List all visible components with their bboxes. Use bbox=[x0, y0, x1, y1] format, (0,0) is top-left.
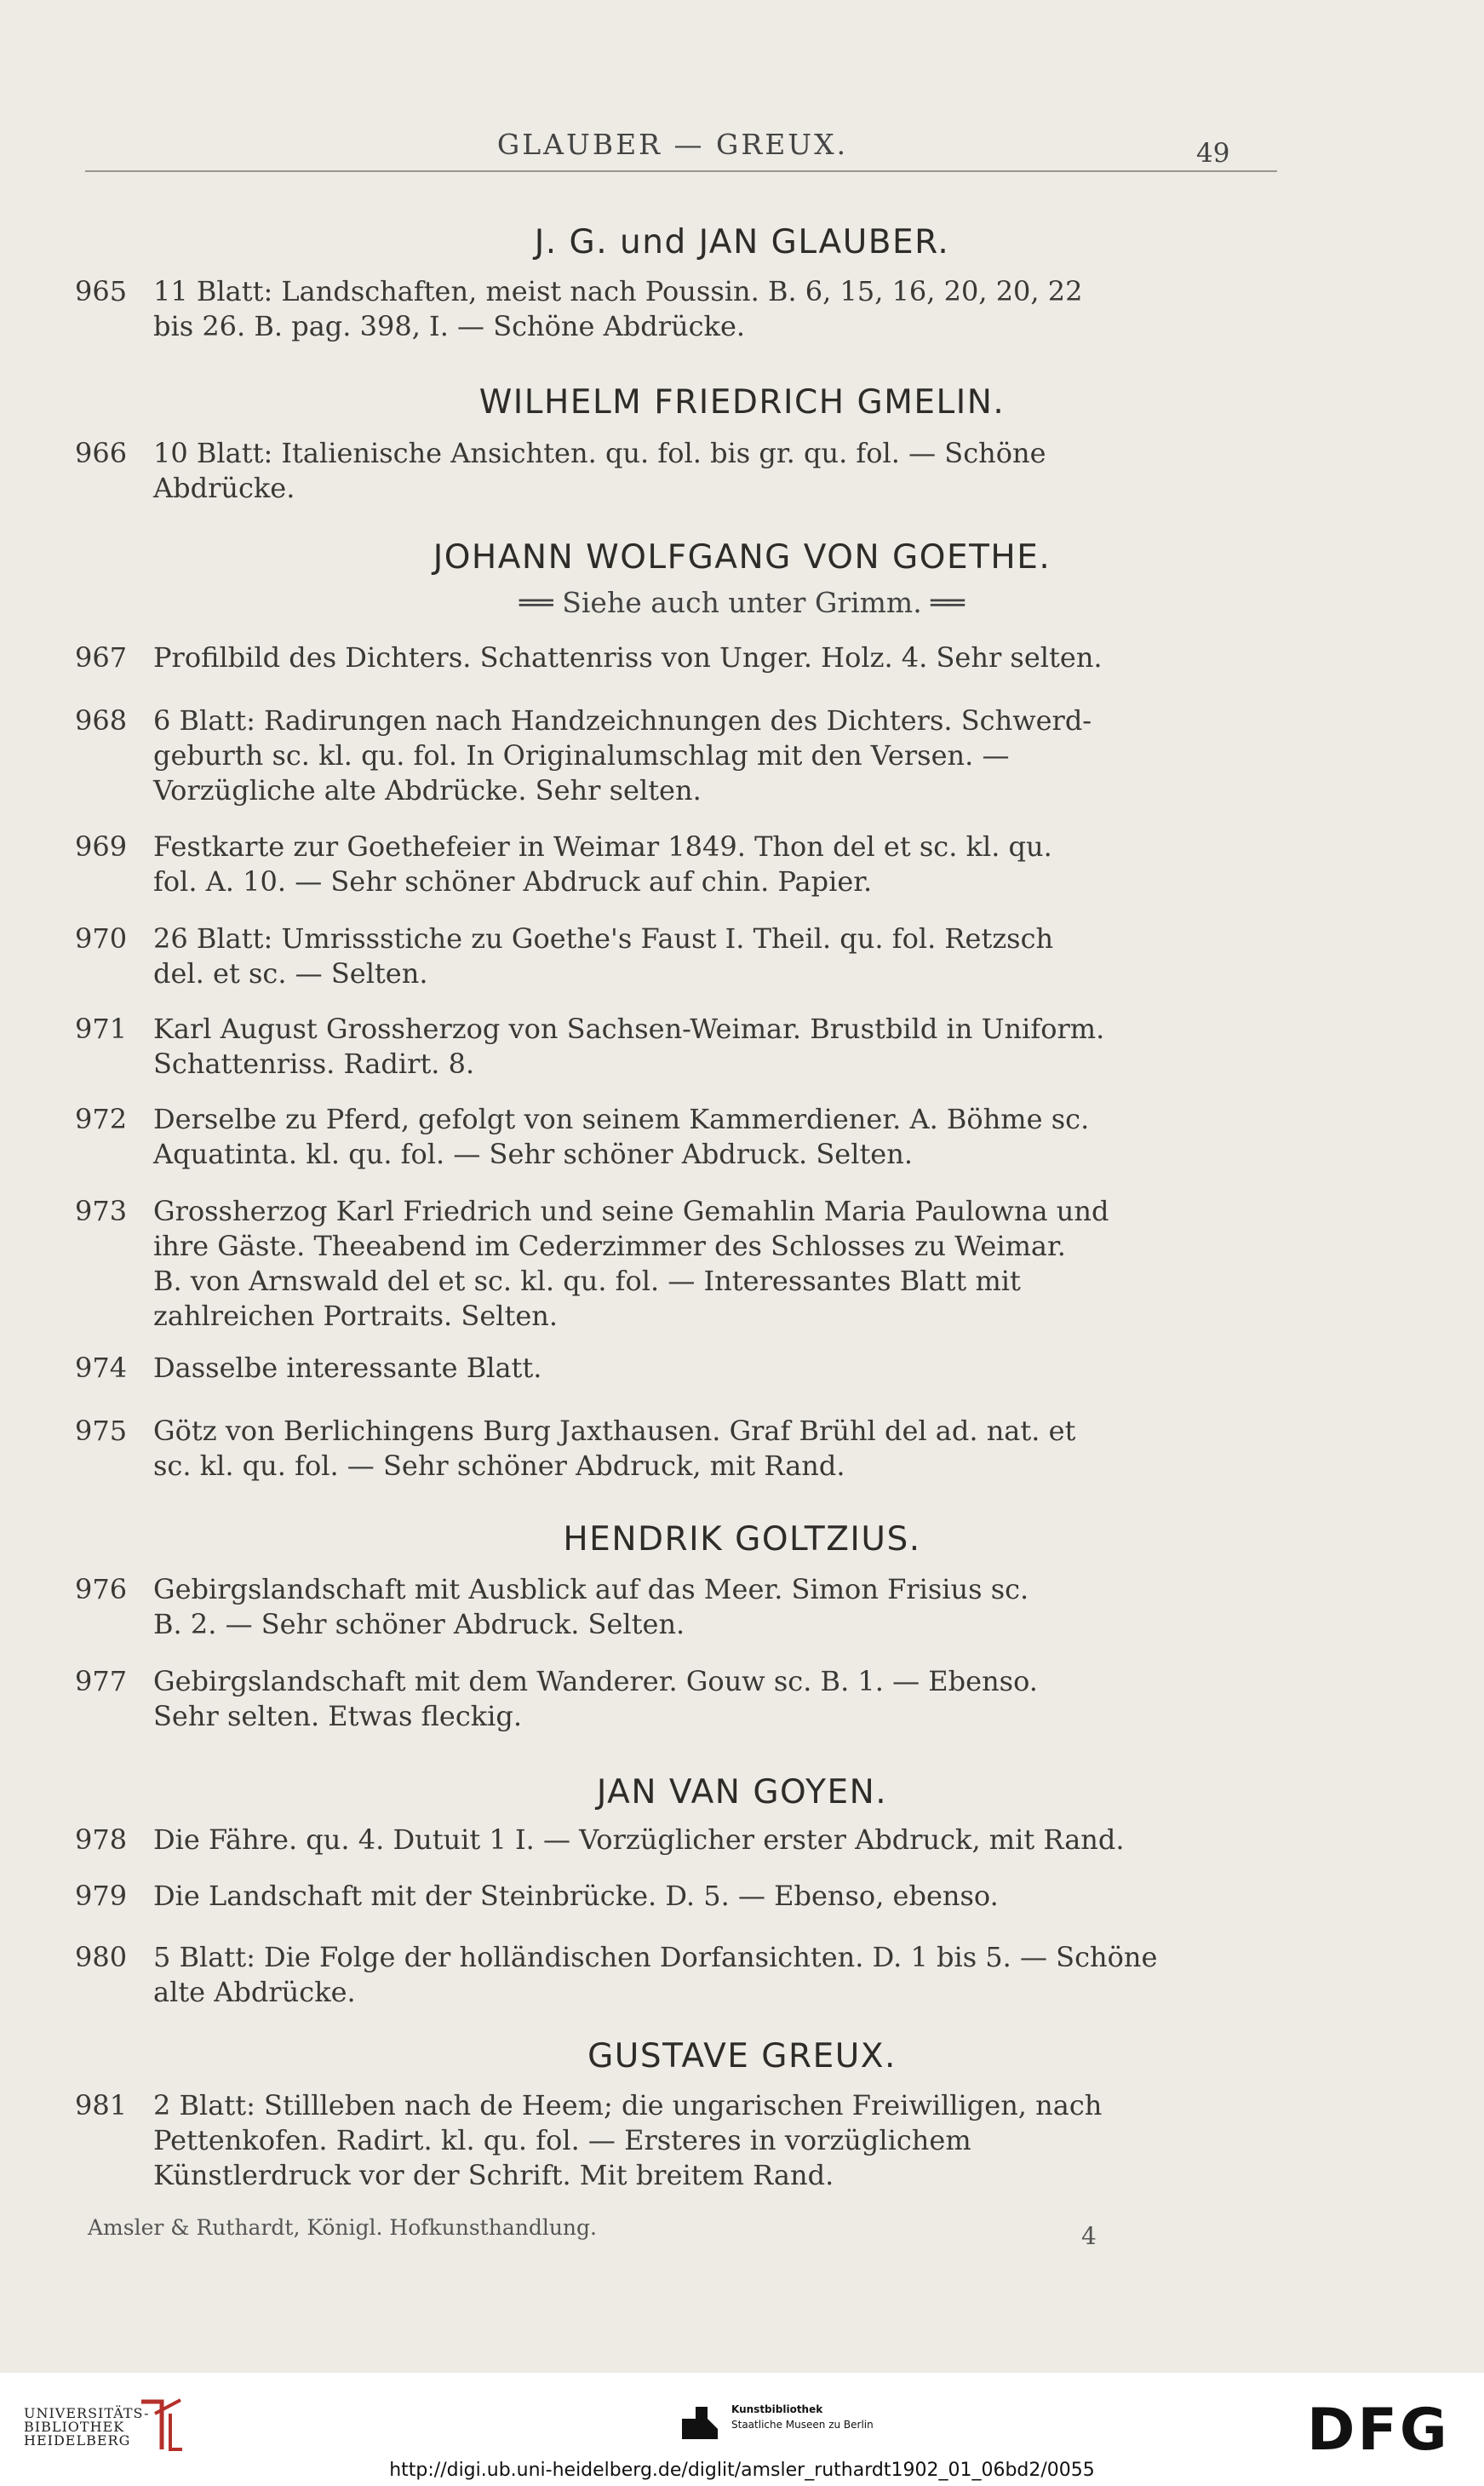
entry-number: 971 bbox=[75, 1013, 128, 1045]
entry-number: 966 bbox=[75, 437, 128, 469]
entry-number: 973 bbox=[75, 1195, 128, 1227]
entry-line: 10 Blatt: Italienische Ansichten. qu. fol. bis gr. qu. fol. — Schöne bbox=[153, 437, 1046, 469]
entry-line: 6 Blatt: Radirungen nach Handzeichnungen des Dichters. Schwerd- bbox=[153, 704, 1092, 737]
header-rule bbox=[85, 170, 1277, 172]
entry-line: Die Landschaft mit der Steinbrücke. D. 5. — Ebenso, ebenso. bbox=[153, 1880, 999, 1912]
ub-logo-line: BIBLIOTHEK bbox=[24, 2419, 125, 2435]
ub-heidelberg-logo[interactable] bbox=[24, 2407, 149, 2448]
cross-reference-note: ══ Siehe auch unter Grimm. ══ bbox=[519, 586, 965, 619]
entry-line: 5 Blatt: Die Folge der holländischen Dorfansichten. D. 1 bis 5. — Schöne bbox=[153, 1941, 1158, 1973]
section-heading: J. G. und JAN GLAUBER. bbox=[534, 223, 950, 261]
entry-number: 980 bbox=[75, 1941, 128, 1973]
catalog-entry bbox=[75, 274, 1233, 344]
catalog-entry bbox=[75, 1664, 1233, 1734]
catalog-entry bbox=[75, 640, 1233, 675]
kunstbibliothek-title: Kunstbibliothek bbox=[731, 2403, 823, 2415]
entry-number: 974 bbox=[75, 1352, 128, 1384]
entry-line: alte Abdrücke. bbox=[153, 1976, 356, 2008]
section-heading: JOHANN WOLFGANG VON GOETHE. bbox=[433, 538, 1051, 577]
section-heading: WILHELM FRIEDRICH GMELIN. bbox=[478, 383, 1006, 422]
entry-line: Künstlerdruck vor der Schrift. Mit breitem Rand. bbox=[153, 2159, 834, 2191]
entry-number: 970 bbox=[75, 922, 128, 955]
catalog-entry bbox=[75, 1572, 1233, 1642]
entry-line: 2 Blatt: Stillleben nach de Heem; die ungarischen Freiwilligen, nach bbox=[153, 2089, 1103, 2121]
entry-number: 978 bbox=[75, 1823, 128, 1856]
entry-line: B. von Arnswald del et sc. kl. qu. fol. — Interessantes Blatt mit bbox=[153, 1265, 1021, 1297]
entry-number: 976 bbox=[75, 1573, 128, 1605]
catalog-entry bbox=[75, 1351, 1233, 1386]
permalink-url[interactable]: http://digi.ub.uni-heidelberg.de/diglit/amsler_ruthardt1902_01_06bd2/0055 bbox=[389, 2460, 1095, 2481]
ub-logo-line: HEIDELBERG bbox=[24, 2432, 131, 2449]
entry-line: Abdrücke. bbox=[153, 472, 295, 504]
entry-number: 979 bbox=[75, 1880, 128, 1912]
kunstbibliothek-subtitle: Staatliche Museen zu Berlin bbox=[731, 2419, 874, 2431]
entry-line: 11 Blatt: Landschaften, meist nach Poussin. B. 6, 15, 16, 20, 20, 22 bbox=[153, 275, 1083, 307]
ub-emblem-icon bbox=[136, 2393, 187, 2453]
entry-number: 968 bbox=[75, 704, 128, 737]
catalog-entry bbox=[75, 1940, 1233, 2010]
entry-number: 981 bbox=[75, 2089, 128, 2121]
catalog-entry bbox=[75, 830, 1233, 899]
entry-line: Grossherzog Karl Friedrich und seine Gemahlin Maria Paulowna und bbox=[153, 1195, 1109, 1227]
dfg-logo[interactable]: DFG bbox=[1307, 2397, 1450, 2464]
entry-number: 969 bbox=[75, 830, 128, 863]
entry-line: Dasselbe interessante Blatt. bbox=[153, 1352, 542, 1384]
catalog-entry bbox=[75, 703, 1233, 808]
section-heading: HENDRIK GOLTZIUS. bbox=[563, 1520, 921, 1559]
entry-line: Vorzügliche alte Abdrücke. Sehr selten. bbox=[153, 774, 702, 807]
entry-line: Gebirgslandschaft mit dem Wanderer. Gouw sc. B. 1. — Ebenso. bbox=[153, 1665, 1038, 1697]
ub-logo-line: UNIVERSITÄTS- bbox=[24, 2405, 150, 2421]
entry-line: Profilbild des Dichters. Schattenriss von Unger. Holz. 4. Sehr selten. bbox=[153, 641, 1103, 674]
entry-line: Die Fähre. qu. 4. Dutuit 1 I. — Vorzüglicher erster Abdruck, mit Rand. bbox=[153, 1823, 1125, 1856]
entry-line: bis 26. B. pag. 398, I. — Schöne Abdrücke. bbox=[153, 310, 746, 342]
catalog-entry bbox=[75, 436, 1233, 506]
catalog-entry bbox=[75, 1102, 1233, 1172]
catalog-entry bbox=[75, 1823, 1233, 1857]
kunstbibliothek-mark-icon bbox=[679, 2400, 723, 2444]
entry-line: Götz von Berlichingens Burg Jaxthausen. Graf Brühl del ad. nat. et bbox=[153, 1415, 1076, 1447]
catalog-entry bbox=[75, 2088, 1233, 2193]
catalog-entry bbox=[75, 1194, 1233, 1334]
entry-line: Karl August Grossherzog von Sachsen-Weimar. Brustbild in Uniform. bbox=[153, 1013, 1105, 1045]
entry-line: fol. A. 10. — Sehr schöner Abdruck auf chin. Papier. bbox=[153, 865, 873, 898]
entry-number: 967 bbox=[75, 641, 128, 674]
running-head: GLAUBER — GREUX. bbox=[496, 128, 849, 161]
page-number: 49 bbox=[1196, 138, 1230, 169]
entry-line: 26 Blatt: Umrissstiche zu Goethe's Faust I. Theil. qu. fol. Retzsch bbox=[153, 922, 1054, 955]
entry-line: Pettenkofen. Radirt. kl. qu. fol. — Ersteres in vorzüglichem bbox=[153, 2124, 971, 2156]
entry-number: 975 bbox=[75, 1415, 128, 1447]
entry-number: 965 bbox=[75, 275, 128, 307]
entry-line: Gebirgslandschaft mit Ausblick auf das Meer. Simon Frisius sc. bbox=[153, 1573, 1029, 1605]
entry-line: Sehr selten. Etwas fleckig. bbox=[153, 1700, 523, 1732]
entry-line: ihre Gäste. Theeabend im Cederzimmer des Schlosses zu Weimar. bbox=[153, 1230, 1066, 1262]
entry-line: Derselbe zu Pferd, gefolgt von seinem Kammerdiener. A. Böhme sc. bbox=[153, 1103, 1090, 1135]
entry-line: Schattenriss. Radirt. 8. bbox=[153, 1048, 475, 1080]
catalog-entry bbox=[75, 1012, 1233, 1082]
entry-line: geburth sc. kl. qu. fol. In Originalumschlag mit den Versen. — bbox=[153, 739, 1010, 772]
entry-line: Festkarte zur Goethefeier in Weimar 1849. Thon del et sc. kl. qu. bbox=[153, 830, 1052, 863]
entry-line: del. et sc. — Selten. bbox=[153, 957, 428, 990]
entry-number: 972 bbox=[75, 1103, 128, 1135]
catalog-entry bbox=[75, 1414, 1233, 1484]
entry-line: zahlreichen Portraits. Selten. bbox=[153, 1300, 559, 1332]
catalog-entry bbox=[75, 1879, 1233, 1914]
entry-line: sc. kl. qu. fol. — Sehr schöner Abdruck, mit Rand. bbox=[153, 1450, 845, 1482]
entry-line: B. 2. — Sehr schöner Abdruck. Selten. bbox=[153, 1608, 685, 1640]
signature-mark: 4 bbox=[1081, 2222, 1097, 2250]
catalog-entry bbox=[75, 921, 1233, 991]
section-heading: JAN VAN GOYEN. bbox=[596, 1773, 888, 1811]
section-heading: GUSTAVE GREUX. bbox=[587, 2037, 897, 2075]
publisher-imprint: Amsler & Ruthardt, Königl. Hofkunsthandlung. bbox=[88, 2215, 597, 2240]
entry-line: Aquatinta. kl. qu. fol. — Sehr schöner Abdruck. Selten. bbox=[153, 1138, 914, 1170]
entry-number: 977 bbox=[75, 1665, 128, 1697]
